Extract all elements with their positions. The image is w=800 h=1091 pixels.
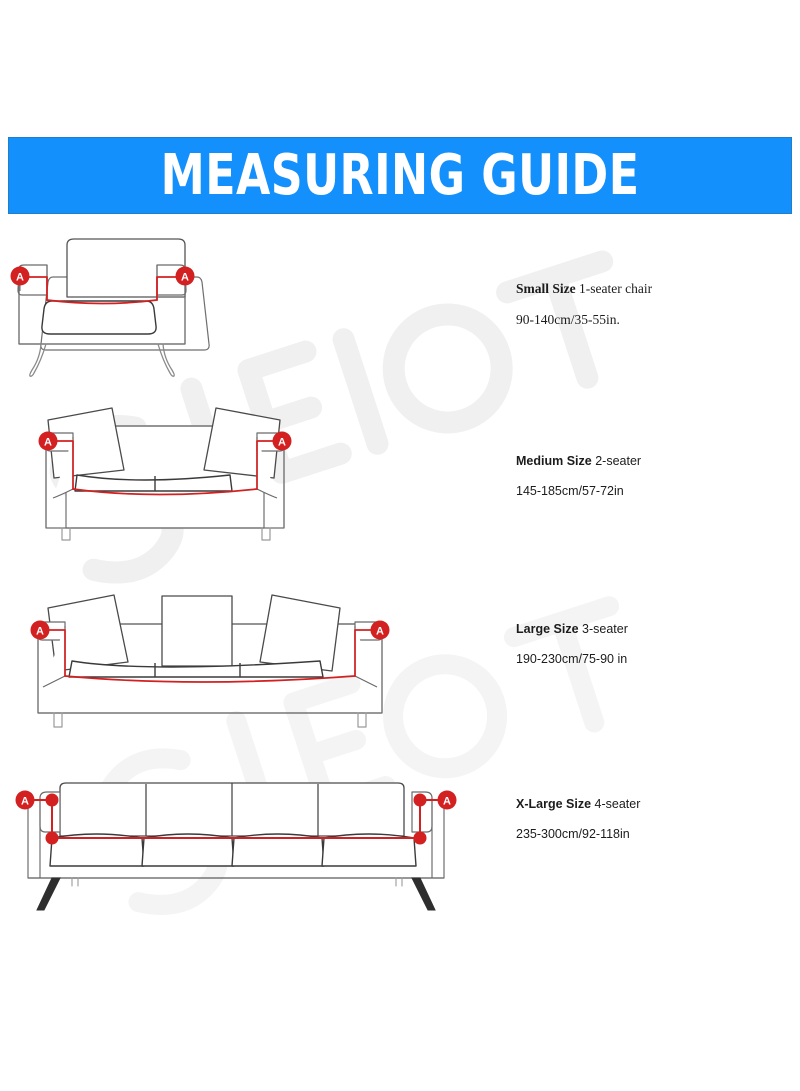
svg-text:A: A (181, 271, 189, 284)
text-block-medium (516, 453, 786, 500)
size-label-medium: Medium Size (516, 454, 592, 468)
guide-row-xlarge (0, 768, 800, 923)
dimensions-medium: 145-185cm/57-72in (516, 483, 624, 498)
seater-label-small: 1-seater chair (579, 281, 653, 296)
dimensions-large: 190-230cm/75-90 in (516, 651, 628, 666)
dimensions-xlarge: 235-300cm/92-118in (516, 826, 630, 841)
svg-text:A: A (21, 795, 29, 808)
svg-text:A: A (278, 436, 286, 449)
marker-a-left (31, 621, 50, 640)
size-label-small: Small Size (516, 281, 576, 296)
svg-text:A: A (376, 625, 384, 638)
dimensions-small: 90-140cm/35-55in. (516, 312, 620, 328)
measuring-guide-banner (8, 137, 792, 214)
size-line-small (516, 280, 786, 298)
illustration-sofa-4-seater (0, 768, 500, 923)
size-label-xlarge: X-Large Size (516, 797, 592, 811)
seater-label-large: 3-seater (582, 622, 628, 636)
page-title: MEASURING GUIDE (160, 142, 640, 208)
guide-row-medium (0, 385, 800, 560)
svg-text:A: A (443, 795, 451, 808)
size-line-large (516, 621, 786, 638)
size-line-xlarge (516, 796, 786, 813)
text-block-xlarge (516, 796, 786, 843)
guide-row-small (0, 225, 800, 380)
marker-a-right (371, 621, 390, 640)
seater-label-xlarge: 4-seater (594, 797, 641, 811)
svg-text:A: A (36, 625, 44, 638)
text-block-large (516, 621, 786, 668)
svg-text:A: A (16, 271, 24, 284)
size-label-large: Large Size (516, 622, 579, 636)
marker-a-left (39, 432, 58, 451)
size-line-medium (516, 453, 786, 470)
guide-row-large (0, 563, 800, 743)
illustration-sofa-2-seater (0, 385, 440, 560)
svg-text:A: A (44, 436, 52, 449)
illustration-armchair-1-seater (0, 225, 400, 380)
illustration-sofa-3-seater (0, 563, 460, 743)
marker-a-right (438, 791, 457, 810)
marker-a-left (16, 791, 35, 810)
marker-a-right (273, 432, 292, 451)
seater-label-medium: 2-seater (595, 454, 642, 468)
text-block-small (516, 280, 786, 329)
